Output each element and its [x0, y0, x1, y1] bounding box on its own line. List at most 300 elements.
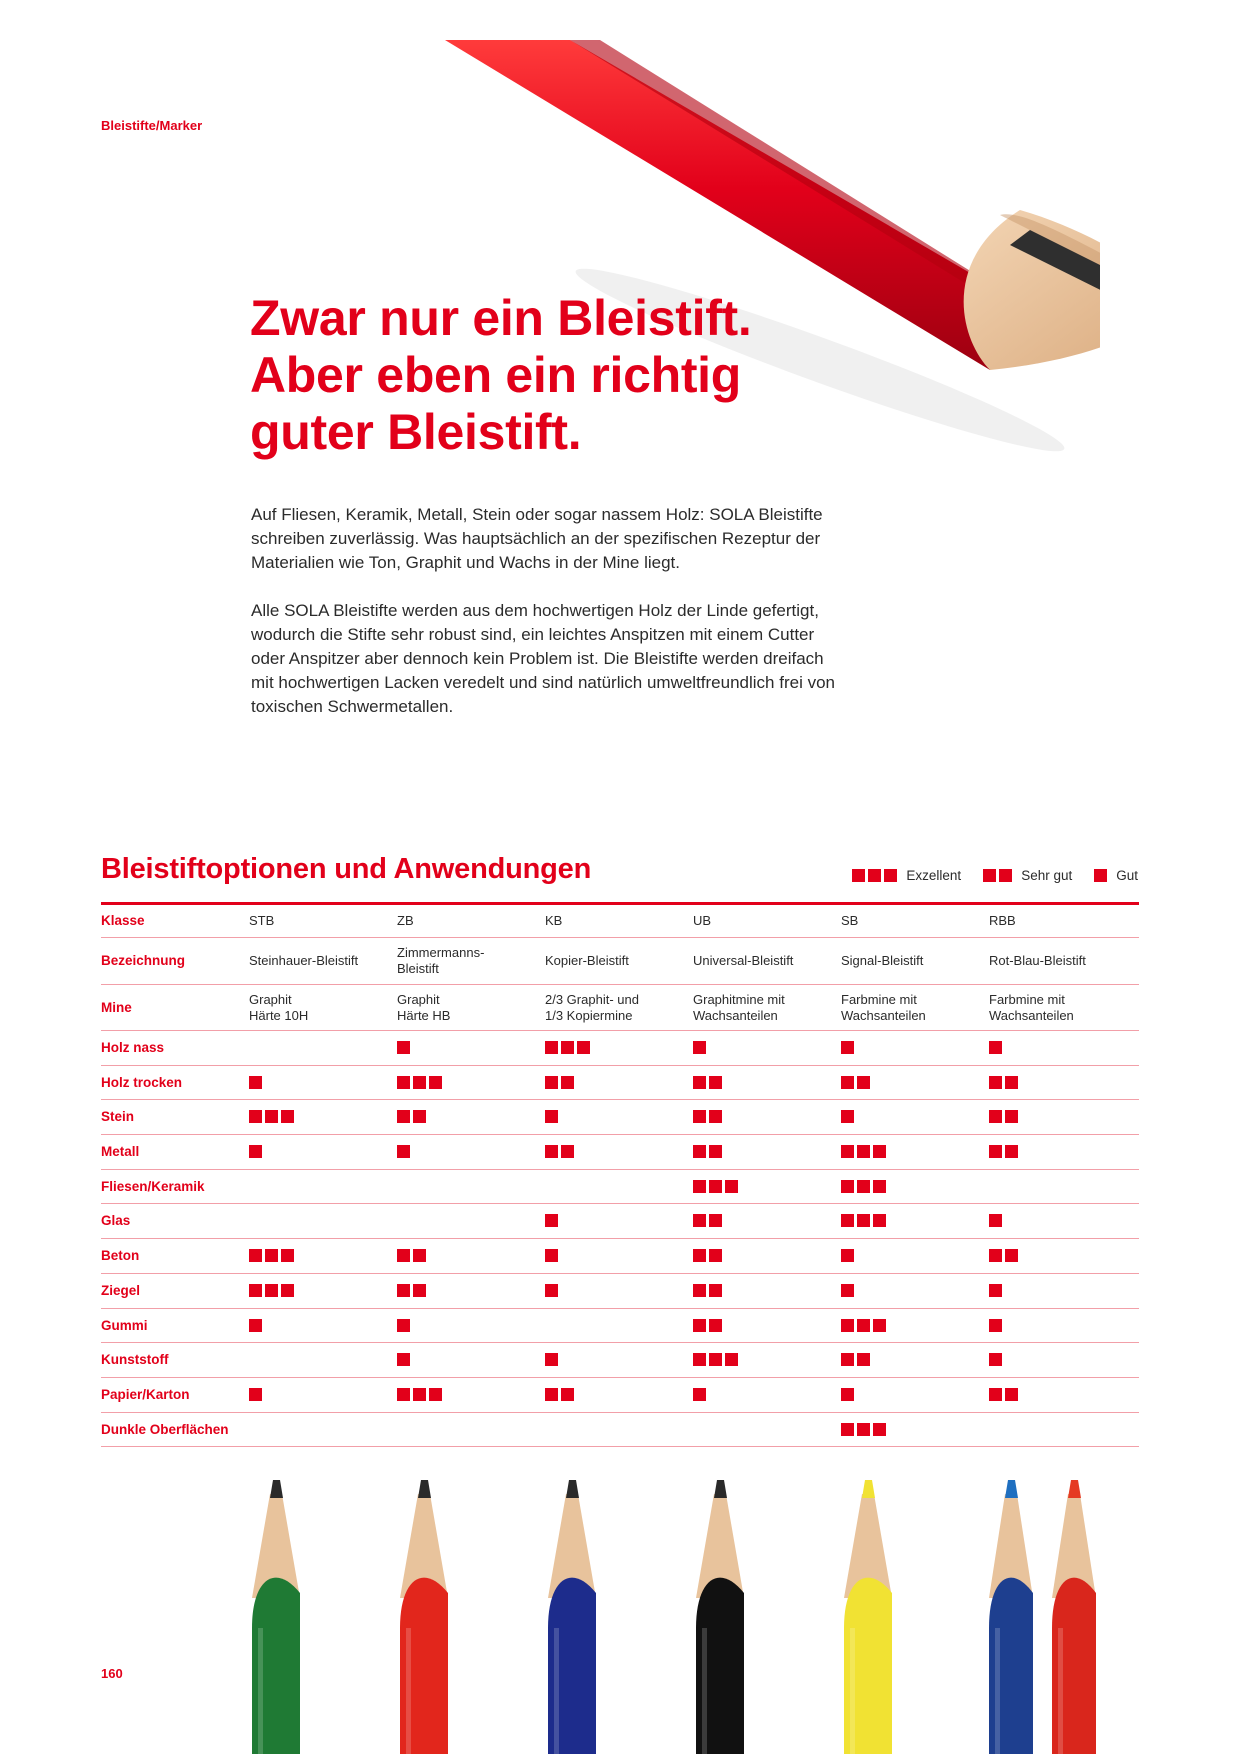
rating-squares — [397, 1145, 413, 1158]
rating-squares — [693, 1110, 725, 1123]
rating-square — [1005, 1076, 1018, 1089]
rating-squares — [989, 1041, 1005, 1054]
rating-square — [884, 869, 897, 882]
rating-squares — [249, 1110, 297, 1123]
rating-cell — [693, 1180, 741, 1197]
table-row — [101, 1274, 1139, 1309]
rating-square — [397, 1353, 410, 1366]
rating-squares — [693, 1353, 741, 1366]
rating-squares — [693, 1284, 725, 1297]
rating-squares — [545, 1249, 561, 1262]
headline-line-3: guter Bleistift. — [250, 404, 582, 460]
rating-cell — [693, 1353, 741, 1370]
table-row — [101, 1413, 1139, 1448]
rating-square — [989, 1214, 1002, 1227]
rating-square — [873, 1319, 886, 1332]
rating-square — [545, 1214, 558, 1227]
table-cell: Graphit Härte HB — [397, 991, 451, 1023]
row-label: Kunststoff — [101, 1352, 169, 1368]
rating-square — [841, 1284, 854, 1297]
table-title: Bleistiftoptionen und Anwendungen — [101, 853, 592, 885]
rating-square — [265, 1284, 278, 1297]
rating-square — [693, 1076, 706, 1089]
table-cell: 2/3 Graphit- und 1/3 Kopiermine — [545, 991, 639, 1023]
rating-cell — [693, 1319, 725, 1336]
row-label: Holz nass — [101, 1040, 165, 1055]
rating-square — [249, 1076, 262, 1089]
rating-square — [545, 1353, 558, 1366]
table-cell: Steinhauer-Bleistift — [249, 953, 359, 968]
rating-cell — [841, 1076, 873, 1093]
rating-square — [857, 1423, 870, 1436]
rating-square — [709, 1284, 722, 1297]
rating-square — [989, 1319, 1002, 1332]
rating-squares — [693, 1249, 725, 1262]
table-cell: Farbmine mit Wachsanteilen — [989, 991, 1074, 1023]
rating-square — [857, 1353, 870, 1366]
rating-squares — [983, 869, 1015, 882]
rating-squares — [693, 1388, 709, 1401]
rating-square — [841, 1214, 854, 1227]
table-cell: STB — [249, 913, 275, 928]
rating-square — [841, 1180, 854, 1193]
rating-cell — [841, 1145, 889, 1162]
rating-squares — [397, 1319, 413, 1332]
rating-square — [545, 1041, 558, 1054]
row-label: Glas — [101, 1213, 131, 1229]
rating-cell — [693, 1388, 709, 1405]
rating-square — [397, 1041, 410, 1054]
pencil-drawing — [252, 1480, 300, 1754]
legend-label: Gut — [1116, 868, 1138, 883]
rating-cell — [989, 1214, 1005, 1231]
table-cell: Kopier-Bleistift — [545, 953, 629, 968]
rating-square — [709, 1249, 722, 1262]
table-row — [101, 1239, 1139, 1274]
rating-cell — [693, 1249, 725, 1266]
rating-squares — [841, 1041, 857, 1054]
rating-squares — [397, 1041, 413, 1054]
rating-squares — [397, 1388, 445, 1401]
rating-square — [989, 1284, 1002, 1297]
rating-square — [841, 1249, 854, 1262]
rating-square — [709, 1110, 722, 1123]
rating-cell — [693, 1284, 725, 1301]
rating-square — [693, 1041, 706, 1054]
rating-square — [413, 1284, 426, 1297]
table-row — [101, 1204, 1139, 1239]
pencil-shine — [1058, 1628, 1063, 1754]
rating-cell — [249, 1145, 265, 1162]
rating-square — [397, 1249, 410, 1262]
rating-square — [693, 1214, 706, 1227]
rating-square — [545, 1249, 558, 1262]
table-cell: Graphit Härte 10H — [249, 991, 309, 1023]
rating-square — [709, 1180, 722, 1193]
rating-squares — [693, 1214, 725, 1227]
rating-square — [857, 1145, 870, 1158]
rating-cell — [841, 1249, 857, 1266]
table-row — [101, 1066, 1139, 1101]
rating-squares — [1094, 869, 1110, 882]
pencil-lead — [1005, 1480, 1018, 1498]
rating-square — [841, 1388, 854, 1401]
rating-square — [841, 1423, 854, 1436]
rating-cell — [397, 1388, 445, 1405]
rating-square — [1005, 1145, 1018, 1158]
rating-cell — [249, 1110, 297, 1127]
rating-square — [545, 1076, 558, 1089]
rating-squares — [693, 1076, 725, 1089]
pencil-lead — [270, 1480, 283, 1498]
rating-squares — [989, 1110, 1021, 1123]
rating-square — [397, 1145, 410, 1158]
rating-cell — [989, 1041, 1005, 1058]
rating-square — [281, 1110, 294, 1123]
rating-square — [249, 1284, 262, 1297]
pencil-lead — [714, 1480, 727, 1498]
rating-cell — [841, 1353, 873, 1370]
table-header-row — [101, 938, 1139, 985]
pencil-lead — [862, 1480, 875, 1498]
rating-cell — [693, 1076, 725, 1093]
rating-square — [281, 1284, 294, 1297]
rating-square — [561, 1076, 574, 1089]
legend-item — [852, 868, 961, 883]
rating-square — [841, 1145, 854, 1158]
rating-cell — [841, 1041, 857, 1058]
rating-squares — [545, 1145, 577, 1158]
pencil-drawing — [989, 1480, 1033, 1754]
table-cell: Signal-Bleistift — [841, 953, 924, 968]
rating-square — [249, 1145, 262, 1158]
rating-square — [693, 1145, 706, 1158]
rating-cell — [989, 1319, 1005, 1336]
rating-square — [693, 1319, 706, 1332]
row-label: Holz trocken — [101, 1074, 183, 1090]
pencil-shine — [554, 1628, 559, 1754]
rating-cell — [397, 1145, 413, 1162]
rating-squares — [545, 1353, 561, 1366]
rating-cell — [545, 1353, 561, 1370]
rating-legend — [830, 868, 1138, 883]
table-row — [101, 1309, 1139, 1344]
rating-cell — [249, 1249, 297, 1266]
rating-square — [709, 1145, 722, 1158]
rating-squares — [249, 1388, 265, 1401]
category-label: Bleistifte/Marker — [101, 118, 203, 133]
rating-square — [841, 1319, 854, 1332]
rating-squares — [989, 1319, 1005, 1332]
rating-square — [561, 1388, 574, 1401]
rating-squares — [841, 1214, 889, 1227]
rating-square — [868, 869, 881, 882]
rating-squares — [841, 1388, 857, 1401]
rating-squares — [249, 1249, 297, 1262]
rating-squares — [852, 869, 900, 882]
rating-square — [693, 1353, 706, 1366]
rating-square — [397, 1319, 410, 1332]
rating-cell — [989, 1353, 1005, 1370]
rating-cell — [397, 1041, 413, 1058]
intro-paragraph-2: Alle SOLA Bleistifte werden aus dem hochwertigen Holz der Linde gefertigt, wodurch die Stifte sehr robust sind, ein leichtes Anspitzen mit einem Cutter oder Anspitzer aber dennoch kein Problem ist. Die Bleistifte werden dreifach mit hochwertigen Lacken veredelt und sind natürlich umweltfreundlich frei von toxischen Schwermetallen. — [251, 601, 835, 716]
rating-cell — [841, 1110, 857, 1127]
rating-square — [841, 1353, 854, 1366]
rating-cell — [545, 1249, 561, 1266]
rating-cell — [693, 1041, 709, 1058]
rating-square — [693, 1110, 706, 1123]
pencil-drawing — [548, 1480, 596, 1754]
rating-cell — [545, 1076, 577, 1093]
rating-squares — [841, 1423, 889, 1436]
rating-cell — [841, 1423, 889, 1440]
rating-square — [249, 1388, 262, 1401]
rating-square — [841, 1041, 854, 1054]
rating-cell — [841, 1388, 857, 1405]
rating-square — [1005, 1110, 1018, 1123]
rating-square — [413, 1110, 426, 1123]
pencil-drawing — [696, 1480, 744, 1754]
row-label: Mine — [101, 999, 132, 1015]
rating-square — [1094, 869, 1107, 882]
rating-cell — [989, 1110, 1021, 1127]
rating-squares — [841, 1110, 857, 1123]
table-cell: SB — [841, 913, 859, 928]
rating-cell — [989, 1388, 1021, 1405]
table-header-row — [101, 905, 1139, 938]
rating-squares — [545, 1076, 577, 1089]
rating-squares — [841, 1076, 873, 1089]
rating-squares — [545, 1388, 577, 1401]
rating-square — [413, 1388, 426, 1401]
rating-squares — [693, 1145, 725, 1158]
page-number: 160 — [101, 1666, 123, 1681]
rating-squares — [841, 1249, 857, 1262]
rating-cell — [397, 1353, 413, 1370]
rating-cell — [545, 1214, 561, 1231]
rating-square — [577, 1041, 590, 1054]
rating-squares — [249, 1145, 265, 1158]
table-row — [101, 1031, 1139, 1066]
row-label: Gummi — [101, 1317, 148, 1333]
rating-cell — [989, 1249, 1021, 1266]
rating-squares — [397, 1110, 429, 1123]
pencil-shine — [258, 1628, 263, 1754]
rating-square — [397, 1110, 410, 1123]
row-label: Ziegel — [101, 1282, 141, 1298]
rating-square — [873, 1423, 886, 1436]
rating-square — [249, 1249, 262, 1262]
pencil-options-table — [101, 905, 1139, 1447]
rating-square — [545, 1145, 558, 1158]
rating-square — [693, 1249, 706, 1262]
rating-squares — [841, 1145, 889, 1158]
table-cell: ZB — [397, 913, 414, 928]
rating-cell — [249, 1388, 265, 1405]
rating-square — [709, 1319, 722, 1332]
legend-label: Sehr gut — [1021, 868, 1073, 883]
rating-square — [725, 1180, 738, 1193]
rating-squares — [249, 1284, 297, 1297]
headline-line-2: Aber eben ein richtig — [250, 347, 742, 403]
rating-square — [989, 1076, 1002, 1089]
rating-squares — [397, 1284, 429, 1297]
table-row — [101, 1100, 1139, 1135]
rating-square — [545, 1110, 558, 1123]
rating-cell — [989, 1076, 1021, 1093]
rating-square — [265, 1249, 278, 1262]
rating-square — [989, 1249, 1002, 1262]
rating-square — [989, 1145, 1002, 1158]
rating-squares — [545, 1284, 561, 1297]
rating-cell — [545, 1110, 561, 1127]
rating-squares — [693, 1180, 741, 1193]
headline-line-1: Zwar nur ein Bleistift. — [250, 290, 752, 346]
rating-square — [841, 1110, 854, 1123]
rating-cell — [545, 1041, 593, 1058]
rating-square — [709, 1353, 722, 1366]
rating-cell — [397, 1249, 429, 1266]
rating-square — [1005, 1388, 1018, 1401]
rating-squares — [693, 1319, 725, 1332]
rating-cell — [545, 1388, 577, 1405]
rating-squares — [841, 1180, 889, 1193]
pencil-drawing — [400, 1480, 448, 1754]
row-label: Fliesen/Keramik — [101, 1178, 205, 1194]
row-label: Stein — [101, 1109, 135, 1125]
rating-square — [561, 1145, 574, 1158]
rating-square — [561, 1041, 574, 1054]
rating-cell — [545, 1284, 561, 1301]
rating-square — [841, 1076, 854, 1089]
rating-square — [725, 1353, 738, 1366]
row-label: Dunkle Oberflächen — [101, 1421, 229, 1437]
rating-cell — [693, 1214, 725, 1231]
rating-square — [1005, 1249, 1018, 1262]
table-row — [101, 1135, 1139, 1170]
rating-square — [693, 1388, 706, 1401]
rating-squares — [397, 1076, 445, 1089]
rating-cell — [397, 1076, 445, 1093]
rating-squares — [841, 1284, 857, 1297]
rating-squares — [989, 1076, 1021, 1089]
pencil-drawing — [1052, 1480, 1096, 1754]
row-label: Metall — [101, 1144, 140, 1160]
table-cell: Rot-Blau-Bleistift — [989, 953, 1086, 968]
rating-squares — [545, 1110, 561, 1123]
rating-squares — [693, 1041, 709, 1054]
headline — [250, 290, 752, 461]
rating-square — [999, 869, 1012, 882]
rating-square — [857, 1319, 870, 1332]
rating-square — [989, 1388, 1002, 1401]
row-label: Papier/Karton — [101, 1386, 190, 1402]
rating-cell — [693, 1145, 725, 1162]
rating-square — [709, 1076, 722, 1089]
intro-paragraph-1: Auf Fliesen, Keramik, Metall, Stein oder sogar nassem Holz: SOLA Bleistifte schreiben zuverlässig. Was hauptsächlich an der spezifischen Rezeptur der Materialien wie Ton, Graphit und Wachs in der Mine liegt. — [251, 505, 823, 572]
table-row — [101, 1343, 1139, 1378]
pencil-shine — [702, 1628, 707, 1754]
rating-square — [397, 1076, 410, 1089]
rating-square — [873, 1180, 886, 1193]
rating-squares — [989, 1249, 1021, 1262]
rating-squares — [989, 1353, 1005, 1366]
rating-square — [989, 1041, 1002, 1054]
table-cell: KB — [545, 913, 563, 928]
rating-squares — [545, 1214, 561, 1227]
rating-cell — [989, 1145, 1021, 1162]
rating-square — [852, 869, 865, 882]
rating-square — [873, 1145, 886, 1158]
pencil-lead — [1068, 1480, 1081, 1498]
rating-cell — [397, 1319, 413, 1336]
rating-square — [983, 869, 996, 882]
rating-square — [857, 1214, 870, 1227]
table-cell: Graphitmine mit Wachsanteilen — [693, 991, 785, 1023]
pencil-shine — [850, 1628, 855, 1754]
table-header-row — [101, 985, 1139, 1031]
rating-square — [545, 1284, 558, 1297]
row-label: Klasse — [101, 913, 145, 928]
table-cell: Universal-Bleistift — [693, 953, 794, 968]
rating-cell — [397, 1284, 429, 1301]
rating-squares — [249, 1319, 265, 1332]
rating-cell — [841, 1180, 889, 1197]
pencil-drawing — [844, 1480, 892, 1754]
rating-square — [989, 1353, 1002, 1366]
rating-square — [989, 1110, 1002, 1123]
rating-square — [413, 1249, 426, 1262]
rating-cell — [841, 1319, 889, 1336]
rating-square — [709, 1214, 722, 1227]
rating-square — [693, 1180, 706, 1193]
rating-cell — [693, 1110, 725, 1127]
rating-cell — [249, 1076, 265, 1093]
legend-label: Exzellent — [906, 868, 962, 883]
rating-squares — [989, 1388, 1021, 1401]
row-label: Bezeichnung — [101, 953, 186, 968]
legend-item — [983, 868, 1072, 883]
rating-cell — [545, 1145, 577, 1162]
rating-square — [693, 1284, 706, 1297]
rating-square — [249, 1319, 262, 1332]
rating-cell — [841, 1214, 889, 1231]
rating-squares — [989, 1214, 1005, 1227]
rating-square — [545, 1388, 558, 1401]
pencil-shine — [406, 1628, 411, 1754]
rating-squares — [397, 1353, 413, 1366]
rating-square — [857, 1180, 870, 1193]
rating-square — [873, 1214, 886, 1227]
pencil-lead — [418, 1480, 431, 1498]
pencil-shine — [995, 1628, 1000, 1754]
rating-square — [413, 1076, 426, 1089]
rating-square — [429, 1076, 442, 1089]
table-row — [101, 1378, 1139, 1413]
pencil-lead — [566, 1480, 579, 1498]
table-cell: RBB — [989, 913, 1016, 928]
rating-squares — [841, 1319, 889, 1332]
rating-square — [281, 1249, 294, 1262]
row-label: Beton — [101, 1248, 140, 1264]
rating-square — [265, 1110, 278, 1123]
colored-pencils-image — [230, 1478, 1130, 1754]
rating-cell — [249, 1284, 297, 1301]
table-cell: Farbmine mit Wachsanteilen — [841, 991, 926, 1023]
rating-cell — [989, 1284, 1005, 1301]
rating-squares — [989, 1284, 1005, 1297]
rating-square — [397, 1388, 410, 1401]
